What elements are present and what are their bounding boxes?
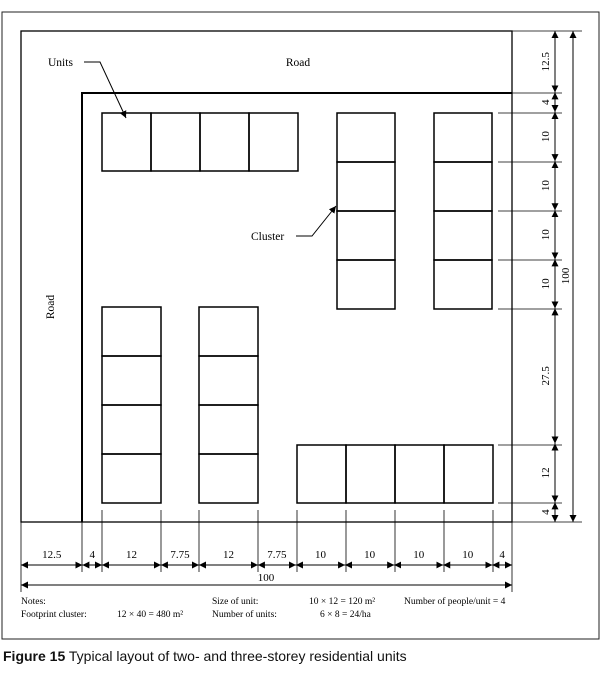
bottom-dimension-label: 12.5 bbox=[42, 549, 62, 561]
notes-label: Notes: bbox=[21, 597, 46, 607]
road-top-label: Road bbox=[285, 57, 311, 69]
unit bbox=[102, 113, 151, 171]
bottom-total-label: 100 bbox=[257, 572, 275, 584]
cluster-bottom-right bbox=[297, 445, 493, 503]
units-label: Units bbox=[48, 57, 73, 69]
unit bbox=[102, 454, 161, 503]
right-dimension-label: 4 bbox=[540, 99, 552, 105]
unit bbox=[200, 113, 249, 171]
cluster-bottom-left-a bbox=[102, 307, 161, 503]
unit bbox=[199, 307, 258, 356]
bottom-dimension-label: 4 bbox=[89, 549, 95, 561]
unit bbox=[434, 113, 492, 162]
unit bbox=[151, 113, 200, 171]
cluster-top-right-a bbox=[337, 113, 395, 309]
caption-text: Typical layout of two- and three-storey residential units bbox=[65, 648, 407, 664]
bottom-dimension-label: 10 bbox=[364, 549, 376, 561]
unit bbox=[337, 211, 395, 260]
right-dimension-label: 12 bbox=[540, 467, 552, 479]
number-of-units-label: Number of units: bbox=[212, 610, 277, 620]
unit bbox=[434, 260, 492, 309]
figure-frame bbox=[2, 12, 599, 639]
bottom-dimensions bbox=[21, 549, 512, 585]
unit bbox=[337, 113, 395, 162]
bottom-dimension-label: 7.75 bbox=[170, 549, 190, 561]
unit bbox=[199, 454, 258, 503]
people-per-unit: Number of people/unit = 4 bbox=[404, 597, 506, 607]
bottom-dimension-label: 4 bbox=[499, 549, 505, 561]
right-dimension-label: 10 bbox=[540, 278, 552, 290]
right-dimension-label: 10 bbox=[540, 131, 552, 143]
right-dimension-label: 10 bbox=[540, 229, 552, 241]
right-dimension-label: 4 bbox=[540, 509, 552, 515]
notes bbox=[21, 596, 506, 620]
unit bbox=[102, 307, 161, 356]
caption-prefix: Figure 15 bbox=[3, 648, 66, 664]
cluster-bottom-left-b bbox=[199, 307, 258, 503]
right-dimension-label: 12.5 bbox=[540, 52, 552, 72]
bottom-dimension-label: 10 bbox=[462, 549, 474, 561]
cluster-top-left bbox=[102, 113, 298, 171]
bottom-dimension-label: 10 bbox=[413, 549, 425, 561]
right-total-label: 100 bbox=[560, 267, 572, 285]
unit bbox=[395, 445, 444, 503]
unit bbox=[297, 445, 346, 503]
unit bbox=[102, 356, 161, 405]
size-of-unit-label: Size of unit: bbox=[212, 597, 259, 607]
unit bbox=[444, 445, 493, 503]
cluster-leader bbox=[296, 206, 336, 236]
right-dimension-label: 10 bbox=[540, 180, 552, 192]
unit bbox=[249, 113, 298, 171]
units-leader bbox=[84, 62, 126, 118]
bottom-dimension-label: 7.75 bbox=[267, 549, 287, 561]
bottom-dimension-label: 12 bbox=[125, 549, 137, 561]
right-dimension-label: 27.5 bbox=[540, 366, 552, 386]
unit bbox=[337, 162, 395, 211]
bottom-dimension-label: 10 bbox=[315, 549, 327, 561]
unit bbox=[199, 356, 258, 405]
size-of-unit-value: 10 × 12 = 120 m² bbox=[309, 597, 376, 607]
number-of-units-value: 6 × 8 = 24/ha bbox=[320, 610, 371, 620]
site-boundary bbox=[21, 31, 512, 522]
unit bbox=[199, 405, 258, 454]
unit bbox=[337, 260, 395, 309]
cluster-label: Cluster bbox=[251, 231, 285, 243]
right-dimensions bbox=[540, 31, 573, 522]
figure-caption bbox=[3, 648, 407, 664]
unit bbox=[102, 405, 161, 454]
road-left-label: Road bbox=[45, 294, 57, 320]
footprint-label: Footprint cluster: bbox=[21, 610, 87, 620]
unit bbox=[434, 211, 492, 260]
bottom-dimension-label: 12 bbox=[222, 549, 234, 561]
footprint-value: 12 × 40 = 480 m² bbox=[117, 610, 184, 620]
unit bbox=[346, 445, 395, 503]
unit bbox=[434, 162, 492, 211]
cluster-top-right-b bbox=[434, 113, 492, 309]
